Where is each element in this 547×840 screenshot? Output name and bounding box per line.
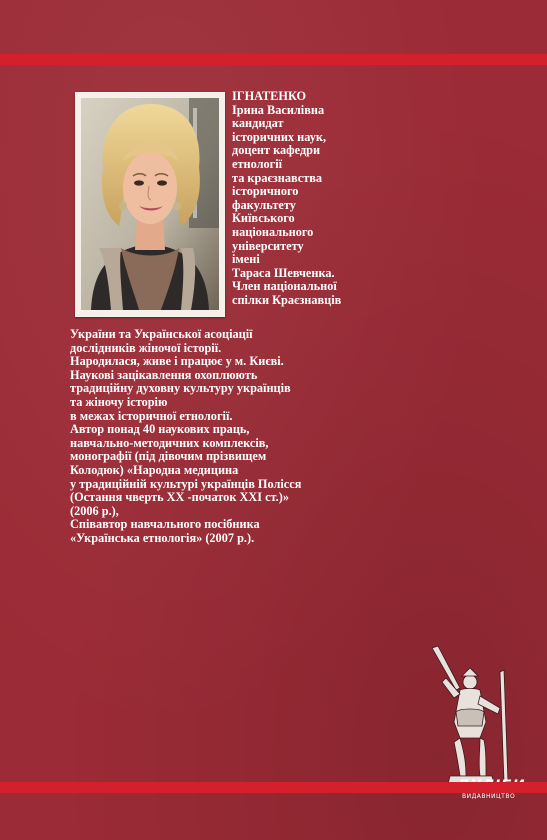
- bio-line: Член національної: [232, 279, 337, 294]
- bio-line: монографії (під дівочим прізвищем: [70, 449, 267, 464]
- author-bio-main: [70, 328, 301, 546]
- bio-line: етнології: [232, 156, 283, 171]
- bio-line: (Остання чверть XX -початок XXI ст.)»: [70, 490, 289, 505]
- author-bio-side: [232, 90, 341, 308]
- bio-line: Співавтор навчального посібника: [70, 517, 260, 532]
- bio-line: Народилася, живе і працює у м. Києві.: [70, 354, 284, 369]
- author-photo: [75, 92, 225, 317]
- bio-line: факультету: [232, 197, 296, 212]
- bottom-stripe: [0, 782, 547, 793]
- bio-line: історичних наук,: [232, 129, 327, 144]
- bio-line: в межах історичної етнології.: [70, 408, 233, 423]
- bio-line: та краєзнавства: [232, 170, 323, 185]
- bio-line: кандидат: [232, 116, 284, 131]
- bio-line: Ірина Василівна: [232, 102, 325, 117]
- bio-line: Київського: [232, 211, 295, 226]
- bio-line: дослідників жіночої історії.: [70, 340, 222, 355]
- bio-line: доцент кафедри: [232, 143, 321, 158]
- bio-line: України та Української асоціації: [70, 327, 253, 341]
- bio-line: традиційну духовну культуру українців: [70, 381, 291, 396]
- bio-line: спілки Краєзнавців: [232, 292, 342, 307]
- bio-line: історичного: [232, 184, 299, 199]
- publisher-logo-sub: ВИДАВНИЦТВО: [462, 793, 516, 800]
- bio-line: у традиційній культурі українців Полісся: [70, 476, 302, 491]
- bio-line: Автор понад 40 наукових праць,: [70, 422, 250, 437]
- bio-line: університету: [232, 238, 304, 253]
- bio-line: Тараса Шевченка.: [232, 265, 335, 280]
- bio-line: «Українська етнологія» (2007 р.).: [70, 530, 255, 545]
- top-stripe: [0, 54, 547, 65]
- bio-line: національного: [232, 224, 314, 239]
- author-surname: ІГНАТЕНКО: [232, 89, 307, 103]
- bio-line: імені: [232, 252, 260, 267]
- bio-line: навчально-методичних комплексів,: [70, 435, 269, 450]
- bio-line: Наукові зацікавлення охоплюють: [70, 367, 258, 382]
- bio-line: та жіночу історію: [70, 394, 168, 409]
- author-portrait-image: [81, 98, 219, 310]
- bio-line: (2006 р.),: [70, 503, 119, 518]
- bio-line: Колодюк) «Народна медицина: [70, 462, 239, 477]
